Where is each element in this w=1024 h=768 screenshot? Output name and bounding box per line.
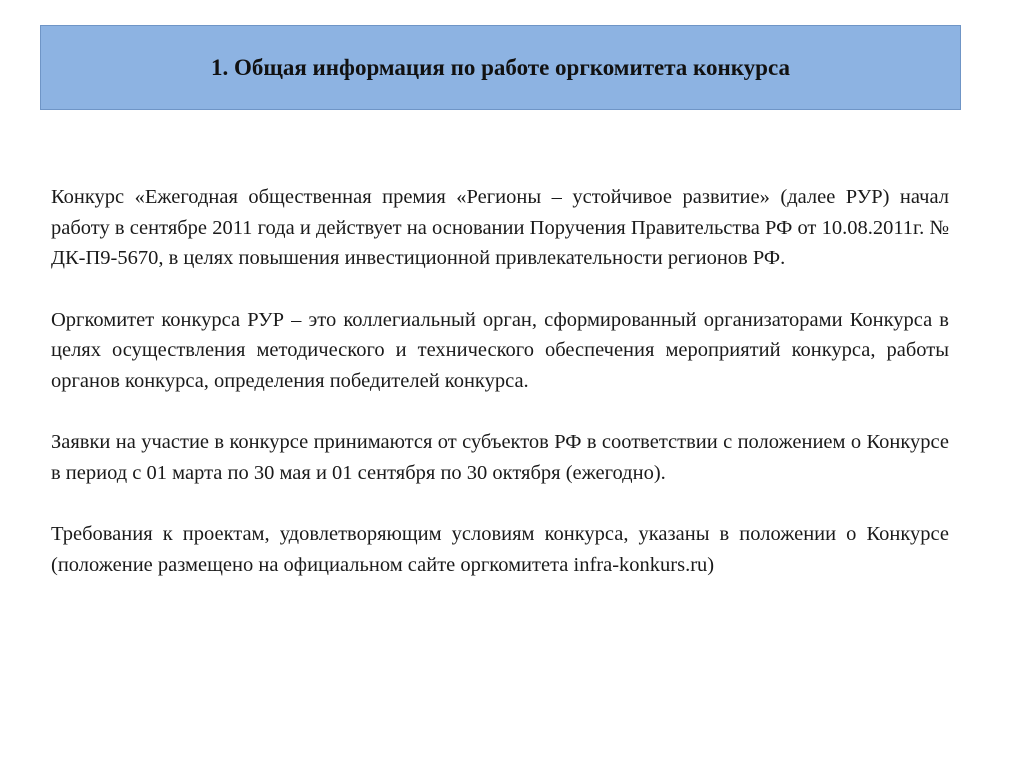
paragraph-project-requirements: Требования к проектам, удовлетворяющим условиям конкурса, указаны в положении о Конкурсе (положение размещено на официальном сайте оргкомитета infra-konkurs.ru) (51, 523, 949, 576)
slide-body (51, 182, 949, 611)
paragraph-applications: Заявки на участие в конкурсе принимаются от субъектов РФ в соответствии с положением о Конкурсе в период с 01 марта по 30 мая и 01 сентября по 30 октября (ежегодно). (51, 431, 949, 484)
slide-title: 1. Общая информация по работе оргкомитета конкурса (211, 54, 790, 80)
title-banner (40, 25, 961, 110)
paragraph-organizing-committee: Оргкомитет конкурса РУР – это коллегиальный орган, сформированный организаторами Конкурса в целях осуществления методического и технического обеспечения мероприятий конкурса, работы органов конкурса, определения победителей конкурса. (51, 308, 949, 392)
paragraph-competition-intro: Конкурс «Ежегодная общественная премия «Регионы – устойчивое развитие» (далее РУР) начал работу в сентябре 2011 года и действует на основании Поручения Правительства РФ от 10.08.2011г. № ДК-П9-5670, в целях повышения инвестиционной привлекательности регионов РФ. (51, 186, 949, 269)
